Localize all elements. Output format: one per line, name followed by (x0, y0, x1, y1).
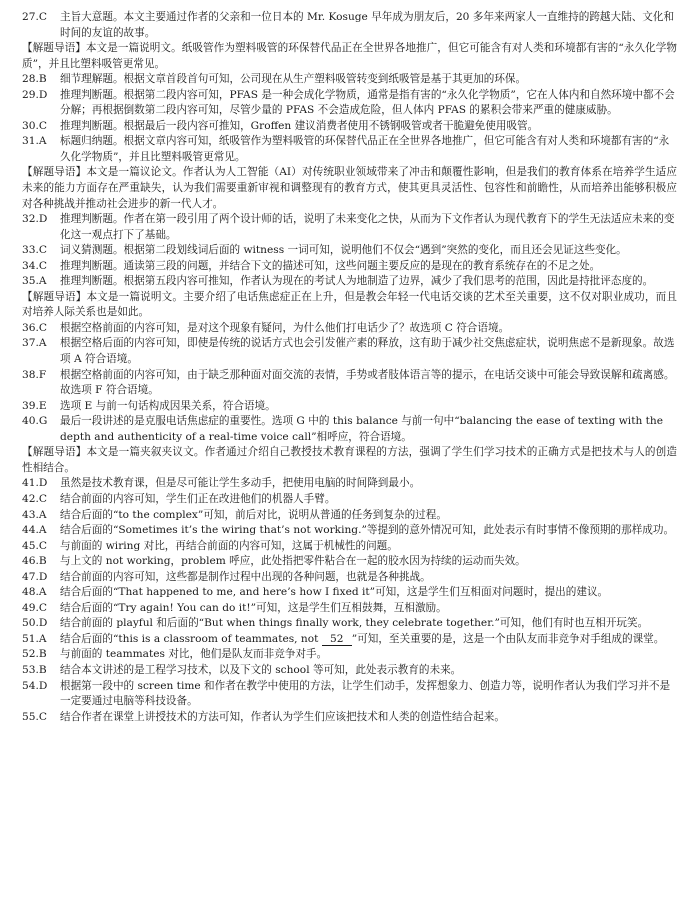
blank-number: 52 (322, 634, 352, 646)
answer-item (22, 632, 677, 648)
answer-explanation: 推理判断题。通读第三段的问题，并结合下文的描述可知，这些问题主要反应的是现在的教育系统存在的不足之处。 (60, 259, 601, 272)
answer-item (22, 647, 677, 663)
answer-explanation: 与上文的 not working，problem 呼应，此处指把零件粘合在一起的胶水因为持续的运动而失效。 (60, 555, 526, 568)
answer-number: 30.C (22, 119, 47, 132)
answer-number: 50.D (22, 617, 48, 630)
answer-number: 35.A (22, 275, 47, 288)
answer-number: 40.G (22, 415, 48, 428)
answer-number: 44.A (22, 524, 47, 537)
answer-explanation: 主旨大意题。本文主要通过作者的父亲和一位日本的 Mr. Kosuge 早年成为朋友后，20 多年来两家人一直维持的跨越大陆、文化和时间的友谊的故事。 (60, 11, 675, 39)
explanation-text-after: ”可知，至关重要的是，这是一个由队友而非竞争对手组成的课堂。 (351, 632, 665, 645)
answer-explanation: 标题归纳题。根据文章内容可知，纸吸管作为塑料吸管的环保替代品正在全世界各地推广，但它可能含有对人类和环境都有害的“永久化学物质”，并且比塑料吸管更常见。 (60, 135, 670, 163)
answer-number: 51.A (22, 632, 47, 645)
answer-number: 49.C (22, 601, 47, 614)
answer-explanation: 结合作者在课堂上讲授技术的方法可知，作者认为学生们应该把技术和人类的创造性结合起来。 (60, 710, 505, 723)
answer-number: 39.E (22, 399, 47, 412)
answer-item (22, 492, 677, 508)
answer-number: 41.D (22, 477, 48, 490)
answer-explanation: 结合后面的“Try again! You can do it!”可知，这是学生们互相鼓舞，互相激励。 (60, 601, 447, 614)
answer-explanation: 根据第一段中的 screen time 和作者在教学中使用的方法，让学生们动手，发挥想象力、创造力等，说明作者认为我们学习并不是一定要通过电脑等科技设备。 (60, 679, 671, 708)
reading-guide: 【解题导语】本文是一篇说明文。主要介绍了电话焦虑症正在上升，但是教会年轻一代电话交谈的艺术至关重要，这不仅对职业成功，而且对培养人际关系也是如此。 (22, 290, 677, 319)
answer-item (22, 476, 677, 492)
answer-explanation: 根据空格前面的内容可知，是对这个现象有疑问，为什么他们打电话少了？故选项 C 符合语境。 (60, 321, 510, 334)
answer-explanation: 选项 E 与前一句话构成因果关系，符合语境。 (60, 399, 276, 412)
answer-explanation: 推理判断题。根据第五段内容可推知，作者认为现在的考试人为地制造了边界，减少了我们思考的范围，因此是持批评态度的。 (60, 275, 654, 288)
answer-item (22, 274, 677, 290)
answer-number: 28.B (22, 73, 47, 86)
answer-number: 27.C (22, 11, 47, 23)
answer-number: 54.D (22, 679, 48, 692)
answer-number: 53.B (22, 663, 47, 676)
answer-explanation: 根据空格前面的内容可知，由于缺乏那种面对面交流的表情，手势或者肢体语言等的提示，在电话交谈中可能会导致误解和疏离感。故选项 F 符合语境。 (60, 368, 675, 397)
answer-explanation: 结合前面的内容可知，这些都是制作过程中出现的各种问题，也就是各种挑战。 (60, 570, 431, 583)
answer-explanation: 虽然是技术教育课，但是尽可能让学生多动手，把使用电脑的时间降到最小。 (60, 477, 421, 490)
answer-explanation: 推理判断题。作者在第一段引用了两个设计师的话，说明了未来变化之快，从而为下文作者认为现代教育下的学生无法适应未来的变化这一观点打下了基础。 (60, 213, 675, 241)
explanation-text-before: 结合后面的“this is a classroom of teammates, not (60, 632, 322, 645)
answer-item (22, 679, 677, 710)
answer-item (22, 663, 677, 679)
answer-item (22, 119, 677, 135)
answer-number: 46.B (22, 555, 47, 568)
answer-item (22, 508, 677, 524)
answer-number: 52.B (22, 648, 47, 661)
answer-number: 48.A (22, 586, 47, 599)
answer-item (22, 539, 677, 555)
answer-item (22, 368, 677, 399)
answer-item (22, 259, 677, 275)
answer-explanation: 结合前面的 playful 和后面的“But when things finally work, they celebrate together.”可知，他们有时也互相开玩笑。 (60, 617, 649, 630)
answer-item (22, 710, 677, 726)
answer-item (22, 134, 677, 165)
answer-item (22, 570, 677, 586)
answer-item (22, 523, 677, 539)
answer-number: 38.F (22, 368, 47, 381)
answer-item (22, 72, 677, 88)
answer-explanation: 词义猜测题。根据第二段划线词后面的 witness 一词可知，说明他们不仅会“遇到”突然的变化，而且还会见证这些变化。 (60, 244, 627, 257)
answer-item (22, 212, 677, 243)
answer-item (22, 554, 677, 570)
answer-explanation: 结合后面的“That happened to me, and here’s how I fixed it”可知，这是学生们互相面对问题时，提出的建议。 (60, 586, 609, 599)
answer-number: 37.A (22, 337, 47, 350)
answer-item (22, 414, 677, 445)
answer-number: 45.C (22, 539, 47, 552)
answer-explanation: 最后一段讲述的是克服电话焦虑症的重要性。选项 G 中的 this balance 与前一句中“balancing the ease of texting with the depth and authenticity of a real-time voice call”相呼应，符合语境。 (60, 415, 663, 443)
answer-number: 34.C (22, 259, 47, 272)
answer-explanation: 结合前面的内容可知，学生们正在改进他们的机器人手臂。 (60, 492, 336, 505)
answer-explanation: 结合本文讲述的是工程学习技术，以及下文的 school 等可知，此处表示教育的未来。 (60, 663, 462, 676)
answer-explanation-document (22, 10, 677, 725)
answer-explanation: 结合后面的“to the complex”可知，前后对比，说明从普通的任务到复杂的过程。 (60, 508, 447, 521)
answer-explanation: 细节理解题。根据文章首段首句可知，公司现在从生产塑料吸管转变到纸吸管是基于其更加的环保。 (60, 73, 527, 86)
answer-number: 42.C (22, 492, 47, 505)
answer-item (22, 601, 677, 617)
answer-item (22, 88, 677, 119)
reading-guide: 【解题导语】本文是一篇夹叙夹议文。作者通过介绍自己教授技术教育课程的方法，强调了学生们学习技术的正确方式是把技术与人的创造性相结合。 (22, 446, 677, 474)
answer-number: 32.D (22, 213, 48, 226)
reading-guide: 【解题导语】本文是一篇说明文。纸吸管作为塑料吸管的环保替代品正在全世界各地推广，但它可能含有对人类和环境都有害的“永久化学物质”，并且比塑料吸管更常见。 (22, 42, 677, 70)
answer-explanation: 与前面的 teammates 对比，他们是队友而非竞争对手。 (60, 648, 328, 661)
answer-item (22, 616, 677, 632)
answer-number: 47.D (22, 570, 48, 583)
reading-guide: 【解题导语】本文是一篇议论文。作者认为人工智能（AI）对传统职业领域带来了冲击和颠覆性影响，但是我们的教育体系在培养学生适应未来的能力方面存在严重缺失，认为我们需要重新审视和调整现有的教育方式，使其更具灵活性、包容性和前瞻性，从而培养出能够积极应对各种挑战并推动社会进步的新一代人才。 (22, 166, 677, 210)
answer-explanation: 推理判断题。根据第二段内容可知，PFAS 是一种会成化学物质，通常是指有害的“永久化学物质”，它在人体内和自然环境中都不会分解；再根据倒数第二段内容可知，尽管少量的 PFAS 不会造成危险，但人体内 PFAS 的累积会带来严重的健康威胁。 (60, 88, 675, 117)
answer-explanation: 推理判断题。根据最后一段内容可推知，Groffen 建议消费者使用不锈钢吸管或者干脆避免使用吸管。 (60, 119, 539, 132)
answer-item (22, 321, 677, 337)
answer-item (22, 399, 677, 415)
answer-number: 55.C (22, 710, 47, 723)
answer-item (22, 585, 677, 601)
answer-number: 36.C (22, 321, 47, 334)
answer-number: 31.A (22, 135, 47, 148)
answer-number: 33.C (22, 244, 47, 257)
answer-number: 29.D (22, 88, 48, 101)
answer-explanation: 结合后面的“Sometimes it’s the wiring that’s not working.”等提到的意外情况可知，此处表示有时事情不像预期的那样成功。 (60, 524, 675, 537)
answer-item (22, 336, 677, 367)
answer-number: 43.A (22, 508, 47, 521)
answer-item (22, 243, 677, 259)
answer-explanation (60, 632, 677, 648)
answer-explanation: 与前面的 wiring 对比，再结合前面的内容可知，这属于机械性的问题。 (60, 539, 398, 552)
answer-item (22, 10, 677, 41)
answer-explanation: 根据空格后面的内容可知，即使是传统的说话方式也会引发催产素的释放，这有助于减少社交焦虑症状，说明焦虑不是新现象。故选项 A 符合语境。 (60, 337, 675, 366)
